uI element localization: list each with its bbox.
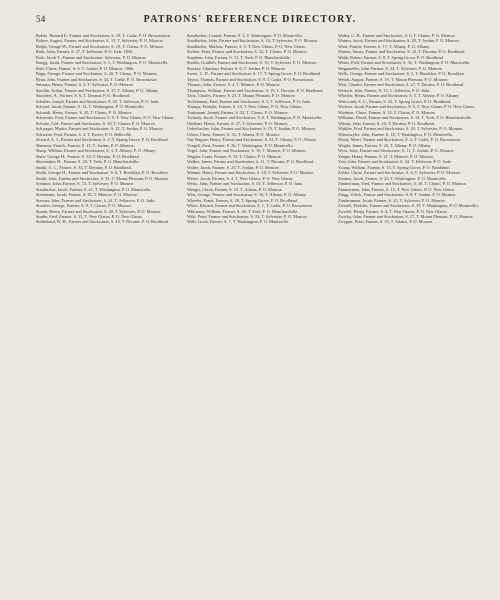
directory-entry: West, George, Farmer and Stockraiser, S. 16, T. Albany, P. O. Albany. xyxy=(187,192,307,198)
directory-entry: Wittenwyler, John, Farmer, S. 18, T. Washington, P. O. Monticello. xyxy=(338,131,454,137)
directory-entry: Roth, John, Farmer, S. 27, T. Jefferson, P. O. Juda. 1856. xyxy=(36,49,134,55)
directory-entry: Wichser, Jacob, Farmer and Stockraiser, S. 9, T. New Glarus, P. O. New Glarus. xyxy=(338,104,476,110)
directory-entry: Ryan, John, Farmer and Stockraiser, S. 34, T. Cadiz, P. O. Browntown. xyxy=(36,76,158,82)
directory-entry: Schmid, Jacob, Farmer, S. 14, T. Washington, P. O. Monticello. xyxy=(36,104,145,110)
directory-entry: Saunders, A., Farmer, S. 6, T. Decatur, P. O. Brodhead. xyxy=(36,93,131,99)
directory-entry: Stuckey, Christian, Farmer, S. 6, T. Jordan, P. O. Monroe. xyxy=(187,65,286,71)
directory-entry: Wood, Albert, Farmer and Stockraiser, S. 2, T. Cadiz, P. O. Browntown. xyxy=(338,137,462,143)
directory-entry: Weber, Fred, Farmer and Stockraiser, S. 31, T. Washington, P. O. Monticello. xyxy=(338,60,471,66)
directory-entry: Wagner, Louis, Farmer, S. 33, T. Clarno, P. O. Monroe. xyxy=(187,153,282,159)
directory-entry: Seward, A. J., Farmer and Stockraiser, S. 2, T. Spring Grove, P. O. Brodhead. xyxy=(36,137,169,143)
directory-entry: Stauffacher, Mathias, Farmer, S. 5, T. New Glarus, P. O. New Glarus. xyxy=(187,43,307,49)
directory-entry: Truttmann, Joseph, Farmer, S. 22, T. Clarno, P. O. Monroe. xyxy=(187,109,289,115)
directory-entry: Stouffer, George, Farmer, S. 9, T. Clarno, P. O. Monroe. xyxy=(36,203,133,209)
directory-entry: Shaw, George H., Farmer, S. 34, T. Decatur, P. O. Brodhead. xyxy=(36,153,140,159)
directory-entry: Wiedmer, Christ, Farmer, S. 33, T. Clarno, P. O. Monroe. xyxy=(338,109,437,115)
directory-entry: Walter, Jacob, Farmer, S. 25, T. Jordan, P. O. Monroe. xyxy=(187,164,280,170)
directory-entry: Wyss, John, Farmer and Stockraiser, S. 11, T. Jordan, P. O. Monroe. xyxy=(338,148,455,154)
directory-entry: Wendt, August, Farmer, S. 19, T. Mount Pleasant, P. O. Monroe. xyxy=(338,76,449,82)
directory-entry: Smith, John, Farmer and Stockraiser, S. 31, T. Mount Pleasant, P. O. Monroe. xyxy=(36,175,170,181)
directory-entry: Wettach, John, Farmer, S. 13, T. Jefferson, P. O. Juda. xyxy=(338,87,431,93)
directory-entry: Yaeger, Henry, Farmer, S. 21, T. Monroe, P. O. Monroe. xyxy=(338,153,435,159)
directory-entry: Stauffacher, Jacob, Farmer, S. 21, T. Washington, P. O. Monticello. xyxy=(36,186,152,192)
directory-entry: Zentner, Jacob, Farmer, S. 23, T. Washington, P. O. Monticello. xyxy=(338,175,447,181)
directory-entry: Zingg, Ulrich, Farmer and Stockraiser, S. 8, T. Jordan, P. O. Monroe. xyxy=(338,192,457,198)
directory-entry: Webb, Robert, Farmer, S. 8, T. Spring Grove, P. O. Brodhead. xyxy=(338,54,445,60)
directory-entry: Williams, David, Farmer and Stockraiser, S. 14, T. York, P. O. Blanchardville. xyxy=(338,115,472,121)
directory-entry: Saeman, Henry, Farmer, S. 3, T. Sylvester, P. O. Monroe. xyxy=(36,82,134,88)
directory-entry: Rohde, Richard F., Farmer and Stockraiser, S. 19, T. Cadiz, P. O. Brownstown. xyxy=(36,33,172,38)
directory-entry: Smith, George H., Farmer and Stockraiser, S. 8, T. Brooklyn, P. O. Brooklyn. xyxy=(36,170,169,176)
page-title: PATRONS' REFERENCE DIRECTORY. xyxy=(143,14,357,25)
directory-columns xyxy=(36,33,482,594)
directory-entry: Rufi, Christ, Farmer, S. 6, T. Jordan, P. O. Monroe. 1866. xyxy=(36,65,135,71)
directory-entry: Zumbrunnen, Jacob, Farmer, S. 25, T. Sylvester, P. O. Monroe. xyxy=(338,197,446,203)
directory-entry: Thompson, William, Farmer and Stockraiser, S. 19, T. Decatur, P. O. Brodhead. xyxy=(187,87,324,93)
directory-entry: Roth, Jacob F., Farmer and Stockraiser, Sylvester, P. O. Monroe. xyxy=(36,54,147,60)
directory-entry: Sharp, William, Farmer and Stockraiser, S. 3, T. Albany, P. O. Albany. xyxy=(36,148,157,154)
directory-entry: Stauffacher, Conrad, Farmer, S. 3, T. Washington, P. O. Monticello. xyxy=(187,33,303,38)
directory-entry: Straub, Henry, Farmer and Stockraiser, S. 28, T. Sylvester, P. O. Monroe. xyxy=(36,208,162,214)
directory-entry: Walter, C. H., Farmer and Stockraiser, S. 6, T. Clarno, P. O. Monroe. xyxy=(338,33,456,38)
directory-entry: Wanner, Henry, Farmer and Stockraiser, S. 18, T. Sylvester, P. O. Monroe. xyxy=(187,170,315,176)
directory-entry: Stephens, John, Farmer, S. 12, T. York, P. O. Blanchardville. xyxy=(187,54,291,60)
directory-entry: Shannon, Patrick, Farmer, S. 11, T. Jordan, P. O. Monroe. xyxy=(36,142,135,148)
directory-entry: White, Edward, Farmer and Stockraiser, S. 1, T. Cadiz, P. O. Browntown. xyxy=(187,203,314,209)
directory-entry: Smith, A. L., Farmer, S. 33, T. Decatur, P. O. Brodhead. xyxy=(36,164,132,170)
directory-entry: Zimmerman, John, Farmer, S. 12, T. New Glarus, P. O. New Glarus. xyxy=(338,186,456,192)
directory-entry: Schmidt, Henry, Farmer, S. 25, T. Clarno, P. O. Monroe. xyxy=(36,109,133,115)
directory-entry: Tschudy, Jacob, Farmer and Stockraiser, S. 8, T. Washington, P. O. Monticello. xyxy=(187,115,323,121)
directory-entry: Wanzer, Jacob, Farmer and Stockraiser, S. 20, T. Jordan, P. O. Monroe. xyxy=(338,38,460,44)
directory-entry: Yost, John, Farmer and Stockraiser, S. 34, T. Jefferson, P. O. Juda. xyxy=(338,159,452,165)
directory-entry: Warren, James, Farmer and Stockraiser, S. 12, T. Decatur, P. O. Brodhead. xyxy=(338,49,466,55)
directory-entry: Shoemaker, H., Farmer, S. 29, T. York, P. O. Blanchardville. xyxy=(36,159,140,165)
directory-entry: Weber, Jacob, Farmer, S. 4, T. New Glarus, P. O. New Glarus. xyxy=(187,175,294,181)
directory-entry: Rohrer, August, Farmer and Stockraiser, S. 15, T. Sylvester, P. O. Monroe. xyxy=(36,38,164,44)
directory-entry: Wenger, Christ, Farmer, S. 10, T. Adams, P. O. Monroe. xyxy=(187,186,283,192)
directory-entry: Zweifel, Fridolin, Farmer and Stockraiser, S. 19, T. Washington, P. O. Monticello. xyxy=(338,203,479,209)
directory-entry: Vogel, John, Farmer and Stockraiser, S. 19, T. Monroe, P. O. Monroe. xyxy=(187,148,307,154)
directory-entry: Urben, Christ, Farmer, S. 32, T. Adams, P. O. Monroe. xyxy=(187,131,281,137)
directory-entry: Whitmore, William, Farmer, S. 30, T. York, P. O. Blanchardville. xyxy=(187,208,299,214)
directory-entry: Zimmerman, Fred, Farmer and Stockraiser, S. 30, T. Clarno, P. O. Monroe. xyxy=(338,181,467,187)
directory-entry: Stauffacher, John, Farmer and Stockraiser, S. 16, T. Sylvester, P. O. Monroe. xyxy=(187,38,319,44)
directory-column-1 xyxy=(36,33,180,594)
page-header xyxy=(0,14,500,30)
directory-entry: Schwager, Martin, Farmer and Stockraiser, S. 21, T. Jordan, P. O. Monroe. xyxy=(36,126,164,132)
directory-entry: Walker, James, Farmer and Stockraiser, S. 11, T. Decatur, P. O. Brodhead. xyxy=(187,159,314,165)
directory-entry: Wright, James, Farmer, S. 26, T. Albany, P. O. Albany. xyxy=(338,142,432,148)
directory-entry: Wheeler, Henry, Farmer and Stockraiser, S. 5, T. Albany, P. O. Albany. xyxy=(338,93,460,99)
directory-entry: Van Wagner, Henry, Farmer and Stockraiser, S. 21, T. Albany, P. O. Albany. xyxy=(187,137,317,143)
directory-entry: Schwartz, Fred, Farmer, S. 4, T. Exeter, P. O. Belleville. xyxy=(36,131,133,137)
directory-entry: Tietz, Charles, Farmer, S. 21, T. Mount Pleasant, P. O. Monroe. xyxy=(187,93,296,99)
directory-entry: Thomas, John, Farmer, S. 4, T. Monroe, P. O. Monroe. xyxy=(187,82,281,88)
directory-entry: Whitcomb, S. C., Farmer, S. 22, T. Spring Grove, P. O. Brodhead. xyxy=(338,98,452,104)
directory-entry: Sommer, John, Farmer, S. 13, T. Sylvester, P. O. Monroe. xyxy=(36,181,135,187)
directory-entry: Rupp, George, Farmer and Stockraiser, S. 20, T. Clarno, P. O. Monroe. xyxy=(36,71,158,77)
directory-entry: Trumpy, Fridolin, Farmer, S. 14, T. New Glarus, P. O. New Glarus. xyxy=(187,104,303,110)
directory-entry: Voegeli, Fred, Farmer, S. 26, T. Washington, P. O. Monticello. xyxy=(187,142,294,148)
directory-entry: Stewart, John, Farmer and Stockraiser, S. 24, T. Jefferson, P. O. Juda. xyxy=(36,197,156,203)
directory-entry: Zwicky, John, Farmer and Stockraiser, S. 17, T. Mount Pleasant, P. O. Monroe. xyxy=(338,213,474,219)
directory-entry: Studer, Fred, Farmer, S. 15, T. New Glarus, P. O. New Glarus. xyxy=(36,213,143,219)
directory-entry: Schultz, Carl, Farmer and Stockraiser, S. 10, T. Clarno, P. O. Monroe. xyxy=(36,120,156,126)
directory-entry: Ward, Patrick, Farmer, S. 17, T. Albany, P. O. Albany. xyxy=(338,43,431,49)
directory-entry: West, Charles, Farmer and Stockraiser, S. 27, T. Decatur, P. O. Brodhead. xyxy=(338,82,464,88)
directory-entry: Ruegg, Jacob, Farmer and Stockraiser, S. 1, T. Washington, P. O. Monticello. xyxy=(36,60,169,66)
directory-entry: Weiss, John, Farmer and Stockraiser, S. 35, T. Jefferson, P. O. Juda. xyxy=(187,181,304,187)
directory-entry: Sutherland, W. H., Farmer and Stockraiser, S. 25, T. Decatur, P. O. Brodhead. xyxy=(36,219,169,225)
directory-entry: Zweifel, Henry, Farmer, S. 4, T. New Glarus, P. O. New Glarus. xyxy=(338,208,448,214)
directory-entry: Winkler, Fred, Farmer and Stockraiser, S. 29, T. Sylvester, P. O. Monroe. xyxy=(338,126,464,132)
directory-entry: Ubelhart, Henry, Farmer, S. 27, T. Sylvester, P. O. Monroe. xyxy=(187,120,289,126)
directory-entry: Wilson, John, Farmer, S. 10, T. Decatur, P. O. Brodhead. xyxy=(338,120,436,126)
directory-entry: Willi, Jacob, Farmer, S. 7, T. Washington, P. O. Monticello. xyxy=(187,219,290,225)
directory-entry: Zwygart, Peter, Farmer, S. 33, T. Adams, P. O. Monroe. xyxy=(338,219,434,225)
directory-column-2 xyxy=(187,33,331,594)
directory-entry: Sweet, C. D., Farmer and Stockraiser, S. 17, T. Spring Grove, P. O. Brodhead. xyxy=(187,71,321,77)
directory-entry: Taylor, Thomas, Farmer and Stockraiser, S. 9, T. Cadiz, P. O. Browntown. xyxy=(187,76,315,82)
directory-column-3 xyxy=(338,33,482,594)
directory-entry: Steinmann, Jacob, Farmer, S. 35, T. Monroe, P. O. Monroe. xyxy=(36,192,138,198)
directory-entry: Steffen, Peter, Farmer and Stockraiser, S. 32, T. Clarno, P. O. Monroe. xyxy=(187,49,308,55)
directory-entry: Wild, Peter, Farmer and Stockraiser, S. 23, T. Sylvester, P. O. Monroe. xyxy=(187,213,308,219)
page-number: 54 xyxy=(36,14,46,24)
directory-entry: Ueberbacher, John, Farmer and Stockraiser, S. 15, T. Jordan, P. O. Monroe. xyxy=(187,126,317,132)
directory-entry: Wells, George, Farmer and Stockraiser, S. 3, T. Brooklyn, P. O. Brooklyn. xyxy=(338,71,465,77)
directory-entry: Wheeler, Frank, Farmer, S. 28, T. Spring Grove, P. O. Brodhead. xyxy=(187,197,298,203)
directory-entry: Schaller, Joseph, Farmer and Stockraiser, S. 20, T. Jefferson, P. O. Juda. xyxy=(36,98,160,104)
directory-entry: Tochterman, Fred, Farmer and Stockraiser, S. 5, T. Jefferson, P. O. Juda. xyxy=(187,98,311,104)
directory-entry: Rolph, George W., Farmer and Stockraiser, S. 19, T. Clarno, P. O. Monroe. xyxy=(36,43,165,49)
directory-entry: Schneider, Fred, Farmer and Stockraiser, S. 9, T. New Glarus, P. O. New Glarus. xyxy=(36,115,175,121)
directory-entry: Wegmueller, John, Farmer, S. 24, T. Sylvester, P. O. Monroe. xyxy=(338,65,443,71)
directory-entry: Sandlin, Arthur, Farmer and Stockraiser, S. 17, T. Albany, P. O. Albany. xyxy=(36,87,159,93)
directory-entry: Zahler, Christ, Farmer and Stockraiser, S. 6, T. Sylvester, P. O. Monroe. xyxy=(338,170,462,176)
directory-entry: Young, William, Farmer, S. 15, T. Spring Grove, P. O. Brodhead. xyxy=(338,164,450,170)
directory-entry: Stettler, Gottlieb, Farmer and Stockraiser, S. 19, T. Sylvester, P. O. Monroe. xyxy=(187,60,318,66)
